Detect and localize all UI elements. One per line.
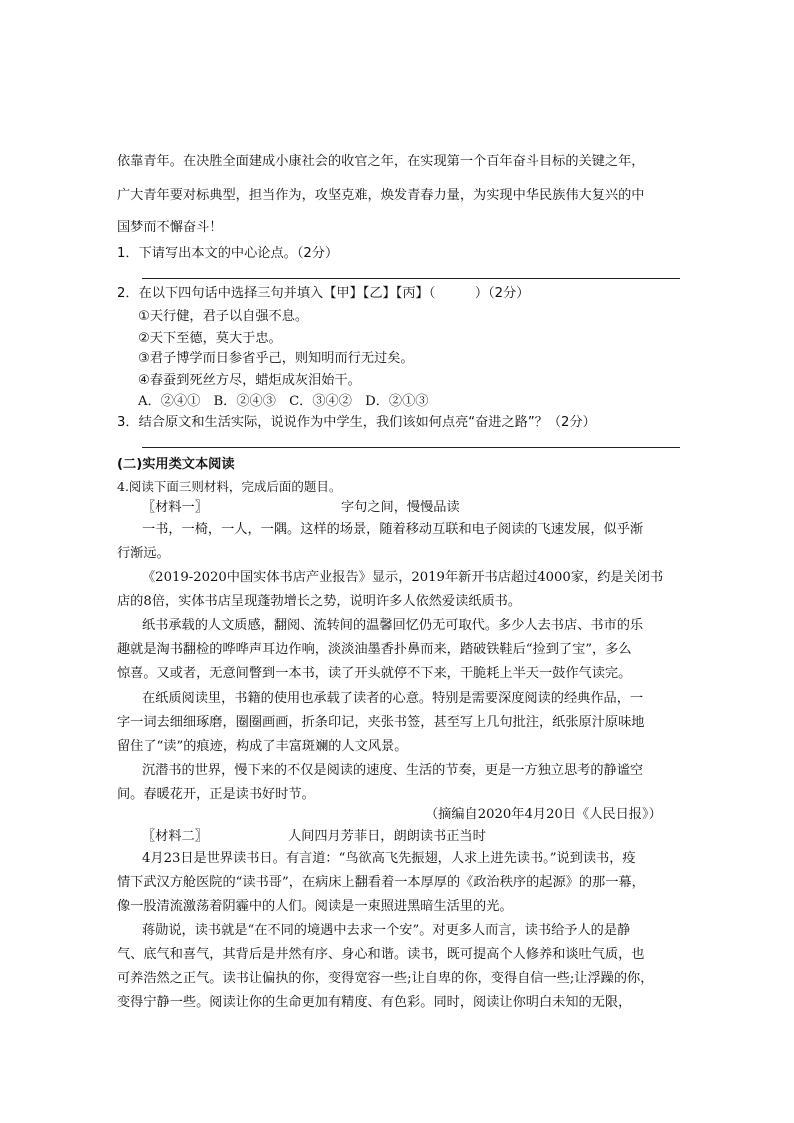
material-1-line: 一书，一椅，一人，一隅。这样的场景，随着移动互联和电子阅读的飞速发展，似乎渐 xyxy=(142,522,644,537)
q2-option: ①天行健，君子以自强不息。 xyxy=(138,309,309,324)
material-1-line: 《2019-2020中国实体书店产业报告》显示，2019年新开书店超过4000家，约是关闭书 xyxy=(142,570,664,585)
material-2-line: 气、底气和喜气，其背后是井然有序、身心和谐。读书，既可提高个人修养和谈吐气质，也 xyxy=(117,947,645,962)
material-1-title: 字句之间，慢慢品读 xyxy=(341,500,460,515)
intro-line: 国梦而不懈奋斗！ xyxy=(117,220,223,235)
question-3: 3．结合原文和生活实际，说说作为中学生，我们该如何点亮“奋进之路”？（2分） xyxy=(117,415,596,430)
material-1-line: 店的8倍，实体书店呈现蓬勃增长之势，说明许多人依然爱读纸质书。 xyxy=(117,594,522,609)
material-1-line: 沉潜书的世界，慢下来的不仅是阅读的速度、生活的节奏，更是一方独立思考的静谧空 xyxy=(142,763,644,778)
material-2-line: 可养浩然之正气。读书让偏执的你，变得宽容一些;让自卑的你，变得自信一些;让浮躁的你， xyxy=(117,971,654,986)
material-2-line: 像一股清流激荡着阴霾中的人们。阅读是一束照进黑暗生活里的光。 xyxy=(117,899,513,914)
q2-option: ③君子博学而日参省乎己，则知明而行无过矣。 xyxy=(138,351,414,366)
material-2-line: 4月23日是世界读书日。有言道：“鸟欲高飞先振翅，人求上进先读书。”说到读书，疫 xyxy=(142,851,636,866)
material-1-line: 纸书承载的人文质感，翻阅、流转间的温馨回忆仍无可取代。多少人去书店、书市的乐 xyxy=(142,618,644,633)
material-1-line: 在纸质阅读里，书籍的使用也承载了读者的心意。特别是需要深度阅读的经典作品，一 xyxy=(142,691,644,706)
material-2-title: 人间四月芳菲日，朗朗读书正当时 xyxy=(288,829,486,844)
material-1-line: 行渐远。 xyxy=(117,546,170,561)
material-1-line: 留住了“读”的痕迹，构成了丰富斑斓的人文风景。 xyxy=(117,739,408,754)
answer-line-q3[interactable] xyxy=(142,447,680,448)
section-instruction: 4.阅读下面三则材料，完成后面的题目。 xyxy=(117,479,342,494)
intro-line: 依靠青年。在决胜全面建成小康社会的收官之年，在实现第一个百年奋斗目标的关键之年， xyxy=(117,154,645,169)
material-1-line: 间。春暖花开，正是读书好时节。 xyxy=(117,787,315,802)
material-2-line: 变得宁静一些。阅读让你的生命更加有精度、有色彩。同时，阅读让你明白未知的无限， xyxy=(117,995,632,1010)
material-1-line: 字一词去细细琢磨，圈圈画画，折条印记，夹张书签，甚至写上几句批注，纸张原汁原味地 xyxy=(117,715,645,730)
q2-option: ④春蚕到死丝方尽，蜡炬成灰泪始干。 xyxy=(138,373,361,388)
material-2-label: 〖材料二〗 xyxy=(142,829,208,844)
material-2-line: 蒋勋说，读书就是“在不同的境遇中去求一个安”。对更多人而言，读书给予人的是静 xyxy=(142,923,631,938)
material-1-source: （摘编自2020年4月20日《人民日报》） xyxy=(425,807,662,822)
question-2: 2．在以下四句话中选择三句并填入【甲】【乙】【丙】（ ）（2分） xyxy=(117,286,530,301)
question-1: 1．下请写出本文的中心论点。（2分） xyxy=(117,246,339,261)
material-1-label: 〖材料一〗 xyxy=(142,500,208,515)
section-heading: (二)实用类文本阅读 xyxy=(117,457,235,472)
answer-line-q1[interactable] xyxy=(142,278,680,279)
q2-option: ②天下至德，莫大于忠。 xyxy=(138,331,282,346)
intro-line: 广大青年要对标典型，担当作为，攻坚克难，焕发青春力量，为实现中华民族伟大复兴的中 xyxy=(117,188,645,203)
material-1-line: 惊喜。又或者，无意间瞥到一本书，读了开头就停不下来，干脆耗上半天一鼓作气读完。 xyxy=(117,666,632,681)
material-2-line: 情下武汉方舱医院的“读书哥”，在病床上翻看着一本厚厚的《政治秩序的起源》的那一幕， xyxy=(117,875,645,890)
material-1-line: 趣就是淘书翻检的哗哗声耳边作响，淡淡油墨香扑鼻而来，踏破铁鞋后“捡到了宝”，多么 xyxy=(117,642,632,657)
q2-choices: A．②④① B．②④③ C．③④② D．②①③ xyxy=(138,394,429,409)
